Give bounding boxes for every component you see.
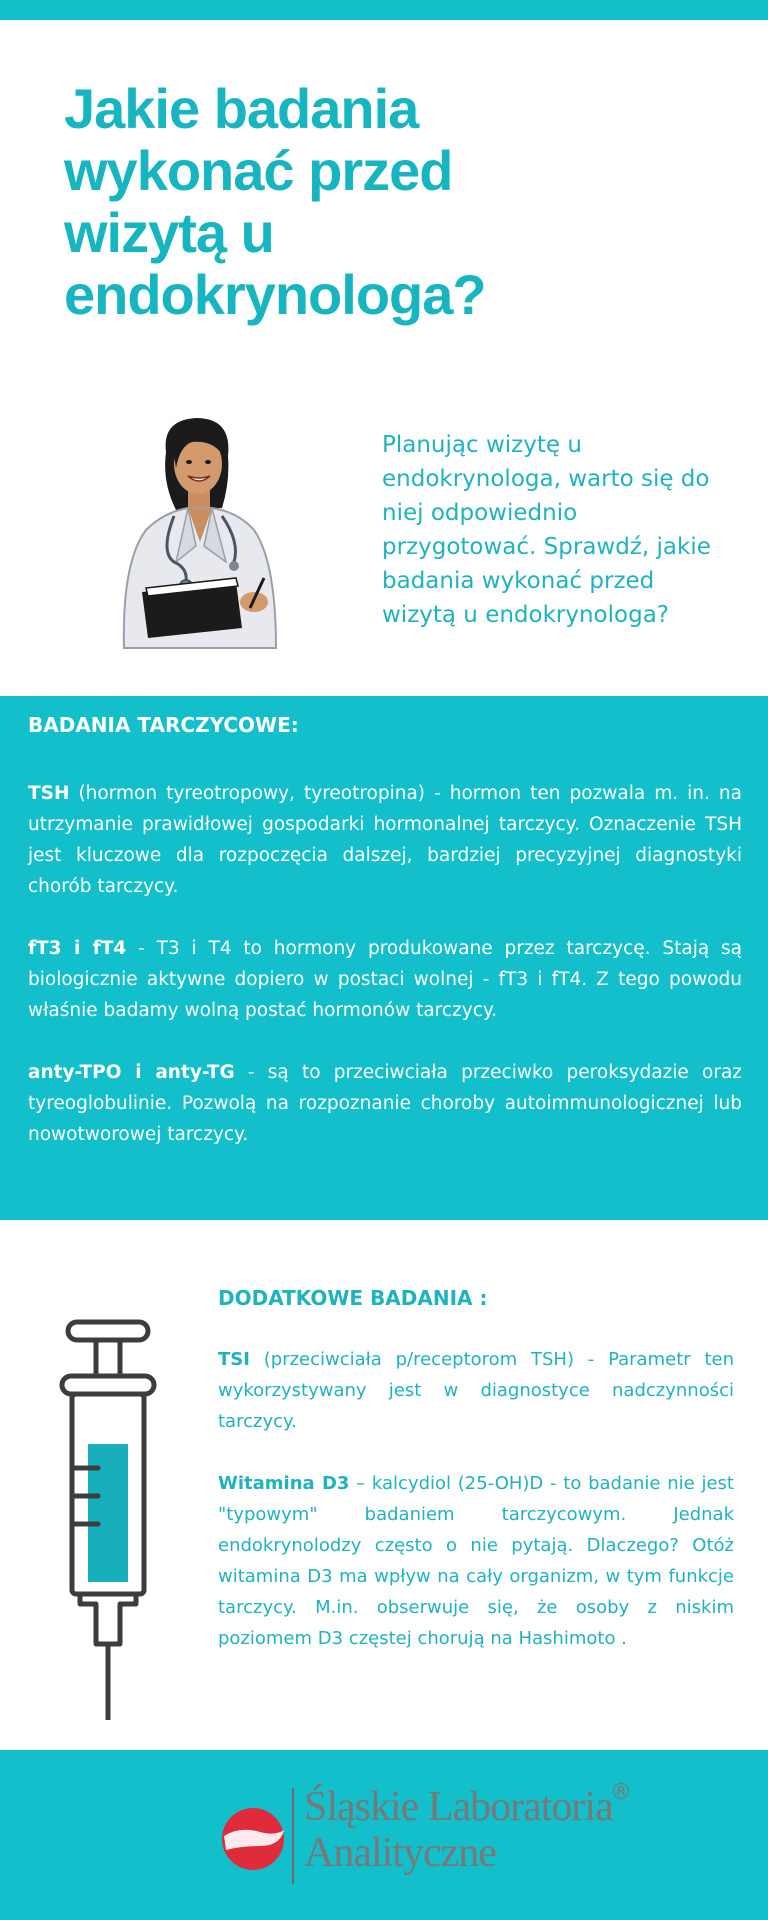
vitamin-d3-term: Witamina D3 — [218, 1473, 350, 1494]
tsh-paragraph — [28, 778, 742, 902]
logo-icon — [220, 1806, 286, 1872]
tsi-term: TSI — [218, 1349, 250, 1370]
tsi-description: (przeciwciała p/receptorom TSH) - Parametr ten wykorzystywany jest w diagnostyce nadczynności tarczycy. — [218, 1349, 734, 1432]
antibodies-term: anty-TPO i anty-TG — [28, 1062, 235, 1083]
ft3-ft4-term: fT3 i fT4 — [28, 938, 127, 959]
logo-wordmark — [304, 1784, 613, 1876]
logo-line-2: Analityczne — [304, 1830, 496, 1876]
footer — [0, 1750, 768, 1920]
vitamin-d3-description: – kalcydiol (25-OH)D - to badanie nie jest "typowym" badaniem tarczycowym. Jednak endokrynolodzy często o nie pytają. Dlaczego? Otóż witamina D3 ma wpływ na cały organizm, w tym funkcje tarczycy. M.in. obserwuje się, że osoby z niskim poziomem D3 częstej chorują na Hashimoto . — [218, 1473, 734, 1649]
additional-tests-section — [218, 1284, 734, 1685]
antibodies-description: - są to przeciwciała przeciwko peroksydazie oraz tyreoglobulinie. Pozwolą na rozpoznanie choroby autoimmunologicznej lub nowotworowej tarczycy. — [28, 1062, 742, 1145]
thyroid-tests-heading: BADANIA TARCZYCOWE: — [28, 713, 299, 737]
ft3-ft4-paragraph — [28, 933, 742, 1026]
vitamin-d3-paragraph — [218, 1468, 734, 1654]
thyroid-tests-section — [0, 696, 768, 1220]
logo-divider — [292, 1788, 294, 1884]
additional-tests-heading: DODATKOWE BADANIA : — [218, 1286, 488, 1310]
registered-mark: ® — [610, 1780, 632, 1805]
logo-line-1: Śląskie Laboratoria — [304, 1784, 613, 1830]
doctor-illustration — [104, 412, 294, 652]
syringe-icon — [58, 1318, 168, 1724]
intro-text: Planując wizytę u endokrynologa, warto się do niej odpowiednio przygotować. Sprawdź, jakie badania wykonać przed wizytą u endokrynologa? — [382, 432, 711, 628]
antibodies-paragraph — [28, 1057, 742, 1150]
tsh-term: TSH — [28, 783, 70, 804]
top-bar — [0, 0, 768, 20]
tsh-description: (hormon tyreotropowy, tyreotropina) - hormon ten pozwala m. in. na utrzymanie prawidłowej gospodarki hormonalnej tarczycy. Oznaczenie TSH jest kluczowe dla rozpoczęcia dalszej, bardziej precyzyjnej diagnostyki chorób tarczycy. — [28, 783, 742, 897]
ft3-ft4-description: - T3 i T4 to hormony produkowane przez tarczycę. Stają są biologicznie aktywne dopiero w postaci wolnej - fT3 i fT4. Z tego powodu właśnie badamy wolną postać hormonów tarczycy. — [28, 938, 742, 1021]
tsi-paragraph — [218, 1344, 734, 1437]
page-title: Jakie badania wykonać przed wizytą u endokrynologa? — [64, 77, 486, 326]
